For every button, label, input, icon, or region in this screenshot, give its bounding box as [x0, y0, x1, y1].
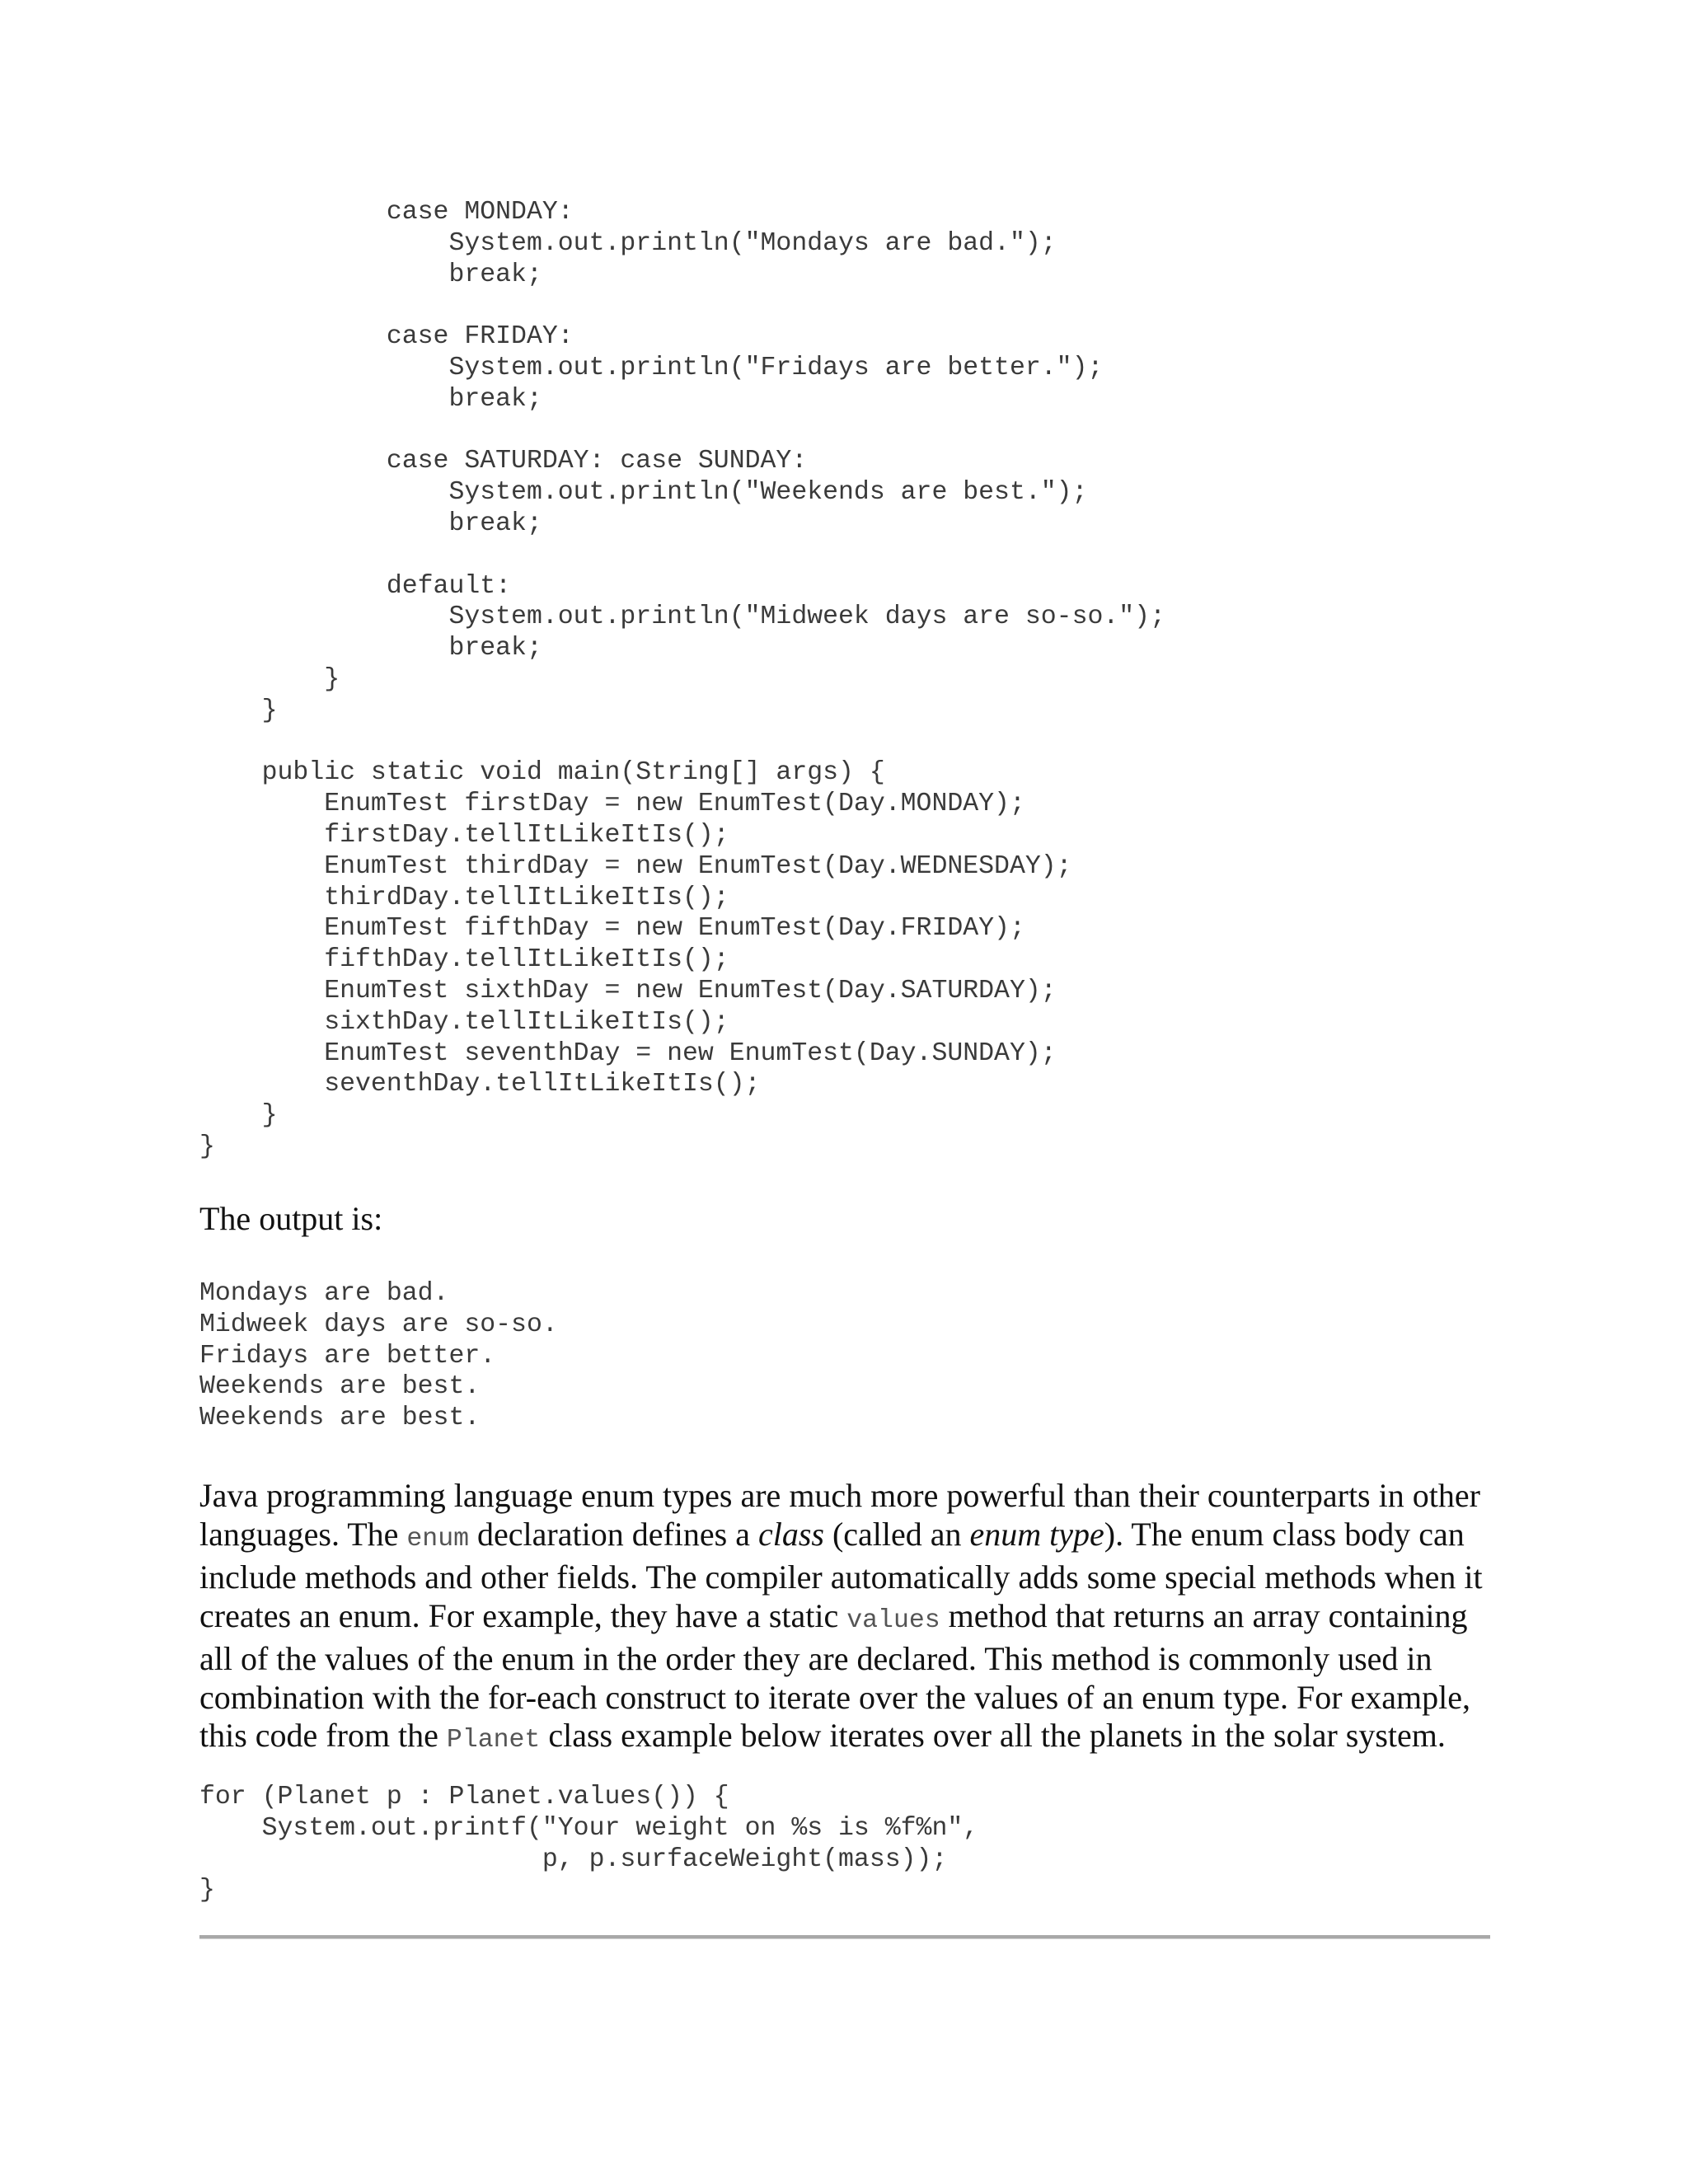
code-line: System.out.println("Weekends are best.");	[199, 478, 1088, 508]
output-heading: The output is:	[199, 1200, 383, 1237]
code-line: EnumTest firstDay = new EnumTest(Day.MONDAY);	[199, 790, 1025, 819]
code-line: p, p.surfaceWeight(mass));	[199, 1844, 948, 1874]
code-line: }	[199, 696, 278, 725]
code-line: }	[199, 1101, 278, 1131]
output-line: Weekends are best.	[199, 1372, 481, 1402]
code-line: break;	[199, 384, 542, 414]
description-text-1: Java programming language enum types are much more powerful than their counterparts in other languages. The	[199, 1477, 1480, 1553]
description-text-6: class example below iterates over all the planets in the solar system.	[540, 1717, 1446, 1754]
description-text-4: ). The enum class body can include methods and other fields. The compiler automatically adds some special methods when it creates an enum. For example, they have a static	[199, 1515, 1483, 1634]
code-line: sixthDay.tellItLikeItIs();	[199, 1007, 729, 1037]
code-line: firstDay.tellItLikeItIs();	[199, 820, 729, 850]
code-line: EnumTest fifthDay = new EnumTest(Day.FRIDAY);	[199, 914, 1025, 944]
code-line: for (Planet p : Planet.values()) {	[199, 1783, 729, 1811]
code-line: break;	[199, 634, 542, 663]
inline-code-planet: Planet	[446, 1726, 541, 1755]
code-line: }	[199, 1132, 215, 1161]
code-line: break;	[199, 260, 542, 289]
code-line: case SATURDAY: case SUNDAY:	[199, 447, 808, 476]
code-line: break;	[199, 509, 542, 538]
inline-code-values: values	[846, 1605, 940, 1635]
java-code-snippet-top	[199, 197, 1165, 1163]
code-line	[199, 540, 1165, 571]
code-line: System.out.println("Midweek days are so-so.");	[199, 602, 1165, 632]
code-line: fifthDay.tellItLikeItIs();	[199, 945, 729, 975]
code-line: }	[199, 664, 340, 694]
emphasis-class: class	[757, 1515, 824, 1553]
code-line: EnumTest seventhDay = new EnumTest(Day.SUNDAY);	[199, 1038, 1057, 1068]
code-line: public static void main(String[] args) {	[199, 758, 885, 788]
code-line: }	[199, 1876, 215, 1905]
code-line: System.out.printf("Your weight on %s is %f%n",	[199, 1813, 979, 1843]
code-line: System.out.println("Mondays are bad.");	[199, 228, 1057, 258]
output-line: Fridays are better.	[199, 1341, 496, 1371]
output-line: Weekends are best.	[199, 1404, 481, 1433]
code-line: seventhDay.tellItLikeItIs();	[199, 1070, 761, 1099]
code-line	[199, 727, 1165, 758]
code-line: System.out.println("Fridays are better.");	[199, 353, 1104, 382]
code-line: EnumTest sixthDay = new EnumTest(Day.SATURDAY);	[199, 976, 1057, 1005]
java-code-snippet-bottom	[199, 1782, 978, 1906]
emphasis-enum-type: enum type	[969, 1515, 1104, 1553]
code-line: default:	[199, 571, 512, 601]
program-output-block	[199, 1278, 558, 1434]
code-line: case MONDAY:	[199, 198, 574, 227]
code-line: thirdDay.tellItLikeItIs();	[199, 883, 729, 912]
description-text-3: (called an	[823, 1515, 970, 1553]
horizontal-rule	[199, 1935, 1490, 1939]
code-line	[199, 290, 1165, 321]
code-line: EnumTest thirdDay = new EnumTest(Day.WEDNESDAY);	[199, 851, 1072, 881]
code-line	[199, 415, 1165, 447]
description-text-5: method that returns an array containing all of the values of the enum in the order they are declared. This method is commonly used in combination with the for-each construct to iterate over the values of an enum type. For example, this code from the	[199, 1596, 1471, 1754]
code-line: case FRIDAY:	[199, 322, 574, 352]
enum-description-paragraph	[199, 1477, 1502, 1760]
description-text-2: declaration defines a	[469, 1515, 758, 1553]
output-line: Midweek days are so-so.	[199, 1310, 558, 1339]
output-line: Mondays are bad.	[199, 1279, 449, 1308]
inline-code-enum: enum	[406, 1524, 470, 1554]
